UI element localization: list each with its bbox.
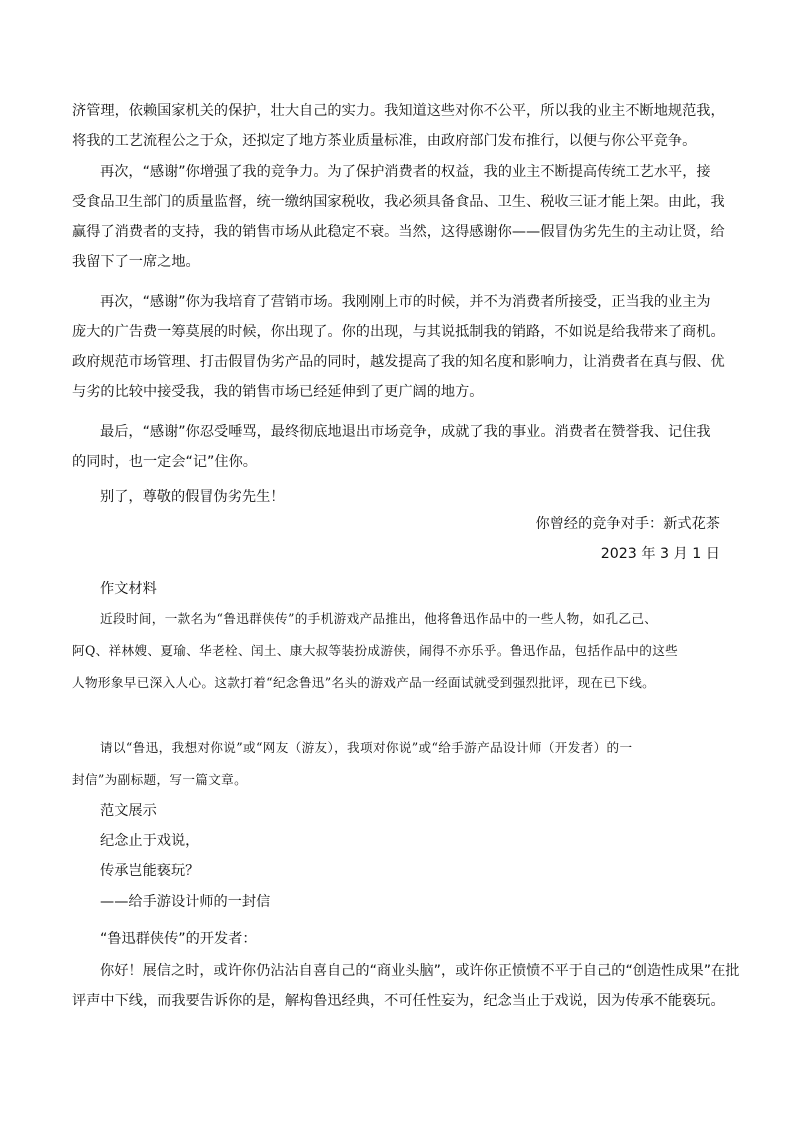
essay-body bbox=[72, 956, 740, 1016]
text-line: 近段时间，一款名为“鲁迅群侠传”的手机游戏产品推出，他将鲁迅作品中的一些人物，如孔乙己、 bbox=[100, 611, 658, 626]
letter-closing bbox=[72, 482, 724, 512]
text-line: 你好！展信之时，或许你仍沾沾自喜自己的“商业头脑”，或许你正愤愤不平于自己的“创造性成果”在批 bbox=[100, 963, 740, 979]
essay-title-line-2: 传承岂能亵玩？ bbox=[100, 863, 200, 879]
material-text bbox=[72, 603, 724, 699]
letter-date: 2023 年 3 月 1 日 bbox=[600, 546, 720, 562]
essay-subtitle: ——给手游设计师的一封信 bbox=[100, 894, 271, 910]
text-line: 别了，尊敬的假冒伪劣先生！ bbox=[100, 489, 285, 505]
letter-paragraph-3 bbox=[72, 287, 724, 407]
text-line: 将我的工艺流程公之于众，还拟定了地方茶业质量标准，由政府部门发布推行，以便与你公平竞争。 bbox=[72, 133, 697, 149]
sample-heading: 范文展示 bbox=[100, 803, 157, 819]
text-line: 政府规范市场管理、打击假冒伪劣产品的同时，越发提高了我的知名度和影响力，让消费者在真与假、优 bbox=[72, 354, 725, 370]
text-line: 评声中下线，而我要告诉你的是，解构鲁迅经典，不可任性妄为，纪念当止于戏说，因为传承不能亵玩。 bbox=[72, 993, 725, 1009]
text-line: 赢得了消费者的支持，我的销售市场从此稳定不衰。当然，这得感谢你——假冒伪劣先生的主动让贤，给 bbox=[72, 224, 725, 240]
text-line: 阿Q、祥林嫂、夏瑜、华老栓、闰土、康大叔等装扮成游侠，闹得不亦乐乎。鲁迅作品，包括作品中的这些 bbox=[72, 643, 679, 658]
essay-title-line-1: 纪念止于戏说， bbox=[100, 833, 200, 849]
text-line: 人物形象早已深入人心。这款打着“纪念鲁迅”名头的游戏产品一经面试就受到强烈批评，现在已下线。 bbox=[72, 675, 656, 690]
text-line: 与劣的比较中接受我，我的销售市场已经延伸到了更广阔的地方。 bbox=[72, 384, 484, 400]
material-heading: 作文材料 bbox=[100, 581, 157, 597]
text-line: 我留下了一席之地。 bbox=[72, 254, 200, 270]
text-line: 的同时，也一定会“记”住你。 bbox=[72, 454, 257, 470]
letter-paragraph-2 bbox=[72, 157, 724, 277]
text-line: 庞大的广告费一筹莫展的时候，你出现了。你的出现，与其说抵制我的销路，不如说是给我带来了商机。 bbox=[72, 324, 725, 340]
text-line: 请以“鲁迅，我想对你说”或“网友（游友），我项对你说”或“给手游产品设计师（开发者）的一 bbox=[100, 740, 633, 755]
text-line: 再次，“感谢”你为我培育了营销市场。我刚刚上市的时候，并不为消费者所接受，正当我的业主为 bbox=[100, 294, 711, 310]
text-line: 受食品卫生部门的质量监督，统一缴纳国家税收，我必须具备食品、卫生、税收三证才能上架。由此，我 bbox=[72, 194, 725, 210]
letter-signature: 你曾经的竞争对手：新式花茶 bbox=[535, 516, 720, 532]
text-line: 再次，“感谢”你增强了我的竞争力。为了保护消费者的权益，我的业主不断提高传统工艺水平，接 bbox=[100, 164, 711, 180]
text-line: 济管理，依赖国家机关的保护，壮大自己的实力。我知道这些对你不公平，所以我的业主不断地规范我， bbox=[72, 103, 725, 119]
text-line: 最后，“感谢”你忍受唾骂，最终彻底地退出市场竞争，成就了我的事业。消费者在赞誉我、记住我 bbox=[100, 424, 711, 440]
material-task bbox=[72, 732, 724, 796]
letter-paragraph-1 bbox=[72, 96, 724, 156]
letter-paragraph-4 bbox=[72, 417, 724, 477]
essay-salutation: “鲁迅群侠传”的开发者： bbox=[100, 931, 257, 947]
text-line: 封信”为副标题，写一篇文章。 bbox=[72, 772, 248, 787]
